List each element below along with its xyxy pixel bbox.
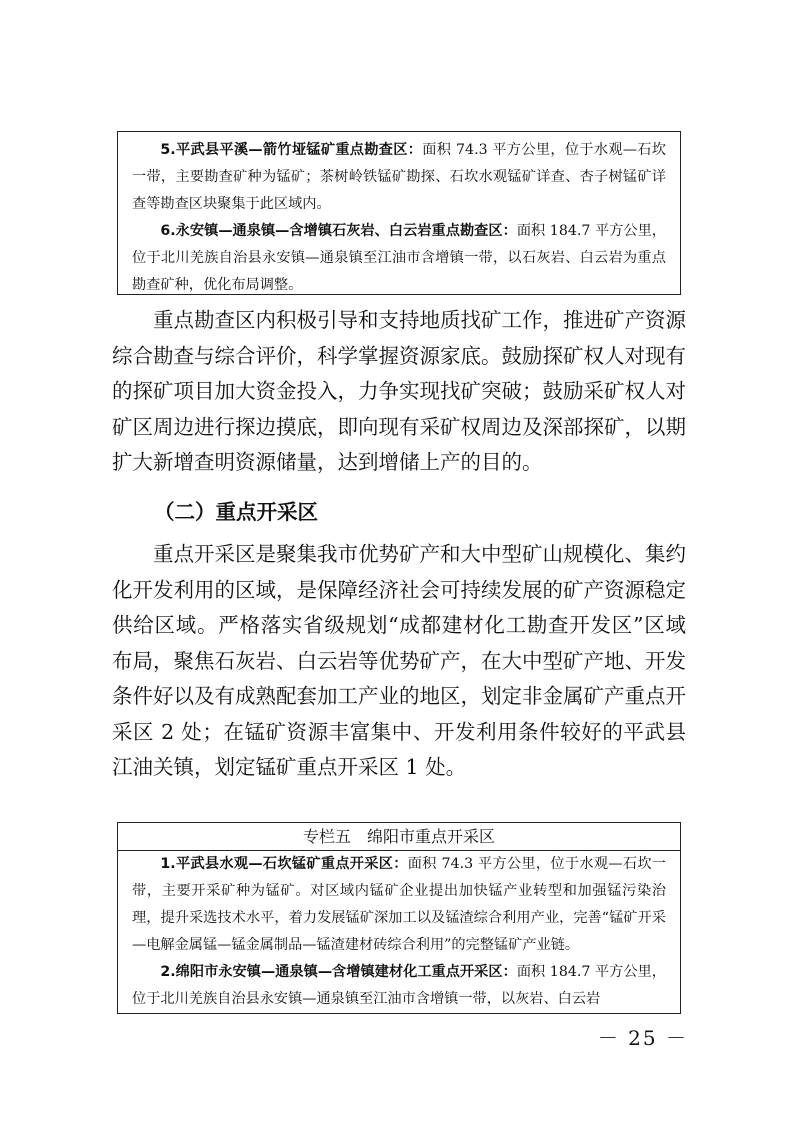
page-number: － 25 － — [597, 1026, 688, 1050]
box-item-1 — [132, 851, 666, 959]
section-heading: （二）重点开采区 — [154, 500, 318, 524]
box-item-text: 面积 184.7 平方公里，位于北川羌族自治县永安镇—通泉镇至江油市含增镇一带，以石灰岩、白云岩为重点勘查矿种，优化布局调整。 — [132, 223, 666, 293]
body-paragraph-1 — [112, 303, 686, 481]
box-item-5 — [132, 137, 666, 218]
box-item-6 — [132, 218, 666, 299]
box-item-heading: 6.永安镇—通泉镇—含增镇石灰岩、白云岩重点勘查区： — [160, 223, 517, 239]
info-box-top — [117, 131, 681, 295]
box-item-heading: 1.平武县水观—石坎锰矿重点开采区： — [160, 856, 408, 872]
box-item-2 — [132, 959, 666, 1013]
box-item-text: 面积 184.7 平方公里，位于北川羌族自治县永安镇—通泉镇至江油市含增镇一带，以灰岩、白云岩 — [132, 964, 666, 1007]
box-title: 专栏五 绵阳市重点开采区 — [118, 823, 680, 851]
body-paragraph-2 — [112, 537, 686, 786]
info-box-bottom — [117, 822, 681, 1014]
box-item-heading: 5.平武县平溪—箭竹垭锰矿重点勘查区： — [160, 142, 423, 158]
paragraph-text: 重点开采区是聚集我市优势矿产和大中型矿山规模化、集约化开发利用的区域，是保障经济社会可持续发展的矿产资源稳定供给区域。严格落实省级规划“成都建材化工勘查开发区”区域布局，聚焦石灰岩、白云岩等优势矿产，在大中型矿产地、开发条件好以及有成熟配套加工产业的地区，划定非金属矿产重点开采区 2 处；在锰矿资源丰富集中、开发利用条件较好的平武县江油关镇，划定锰矿重点开采区 1 处。 — [112, 542, 686, 779]
box-item-text: 面积 74.3 平方公里，位于水观—石坎一带，主要开采矿种为锰矿。对区域内锰矿企业提出加快锰产业转型和加强锰污染治理，提升采选技术水平，着力发展锰矿深加工以及锰渣综合利用产业，完善“锰矿开采—电解金属锰—锰金属制品—锰渣建材砖综合利用”的完整锰矿产业链。 — [132, 856, 666, 953]
paragraph-text: 重点勘查区内积极引导和支持地质找矿工作，推进矿产资源综合勘查与综合评价，科学掌握资源家底。鼓励探矿权人对现有的探矿项目加大资金投入，力争实现找矿突破；鼓励采矿权人对矿区周边进行探边摸底，即向现有采矿权周边及深部探矿，以期扩大新增查明资源储量，达到增储上产的目的。 — [112, 308, 686, 474]
box-item-heading: 2.绵阳市永安镇—通泉镇—含增镇建材化工重点开采区： — [160, 964, 517, 980]
box-item-text: 面积 74.3 平方公里，位于水观—石坎一带，主要勘查矿种为锰矿；茶树岭铁锰矿勘探、石坎水观锰矿详查、杏子树锰矿详查等勘查区块聚集于此区域内。 — [132, 142, 666, 212]
